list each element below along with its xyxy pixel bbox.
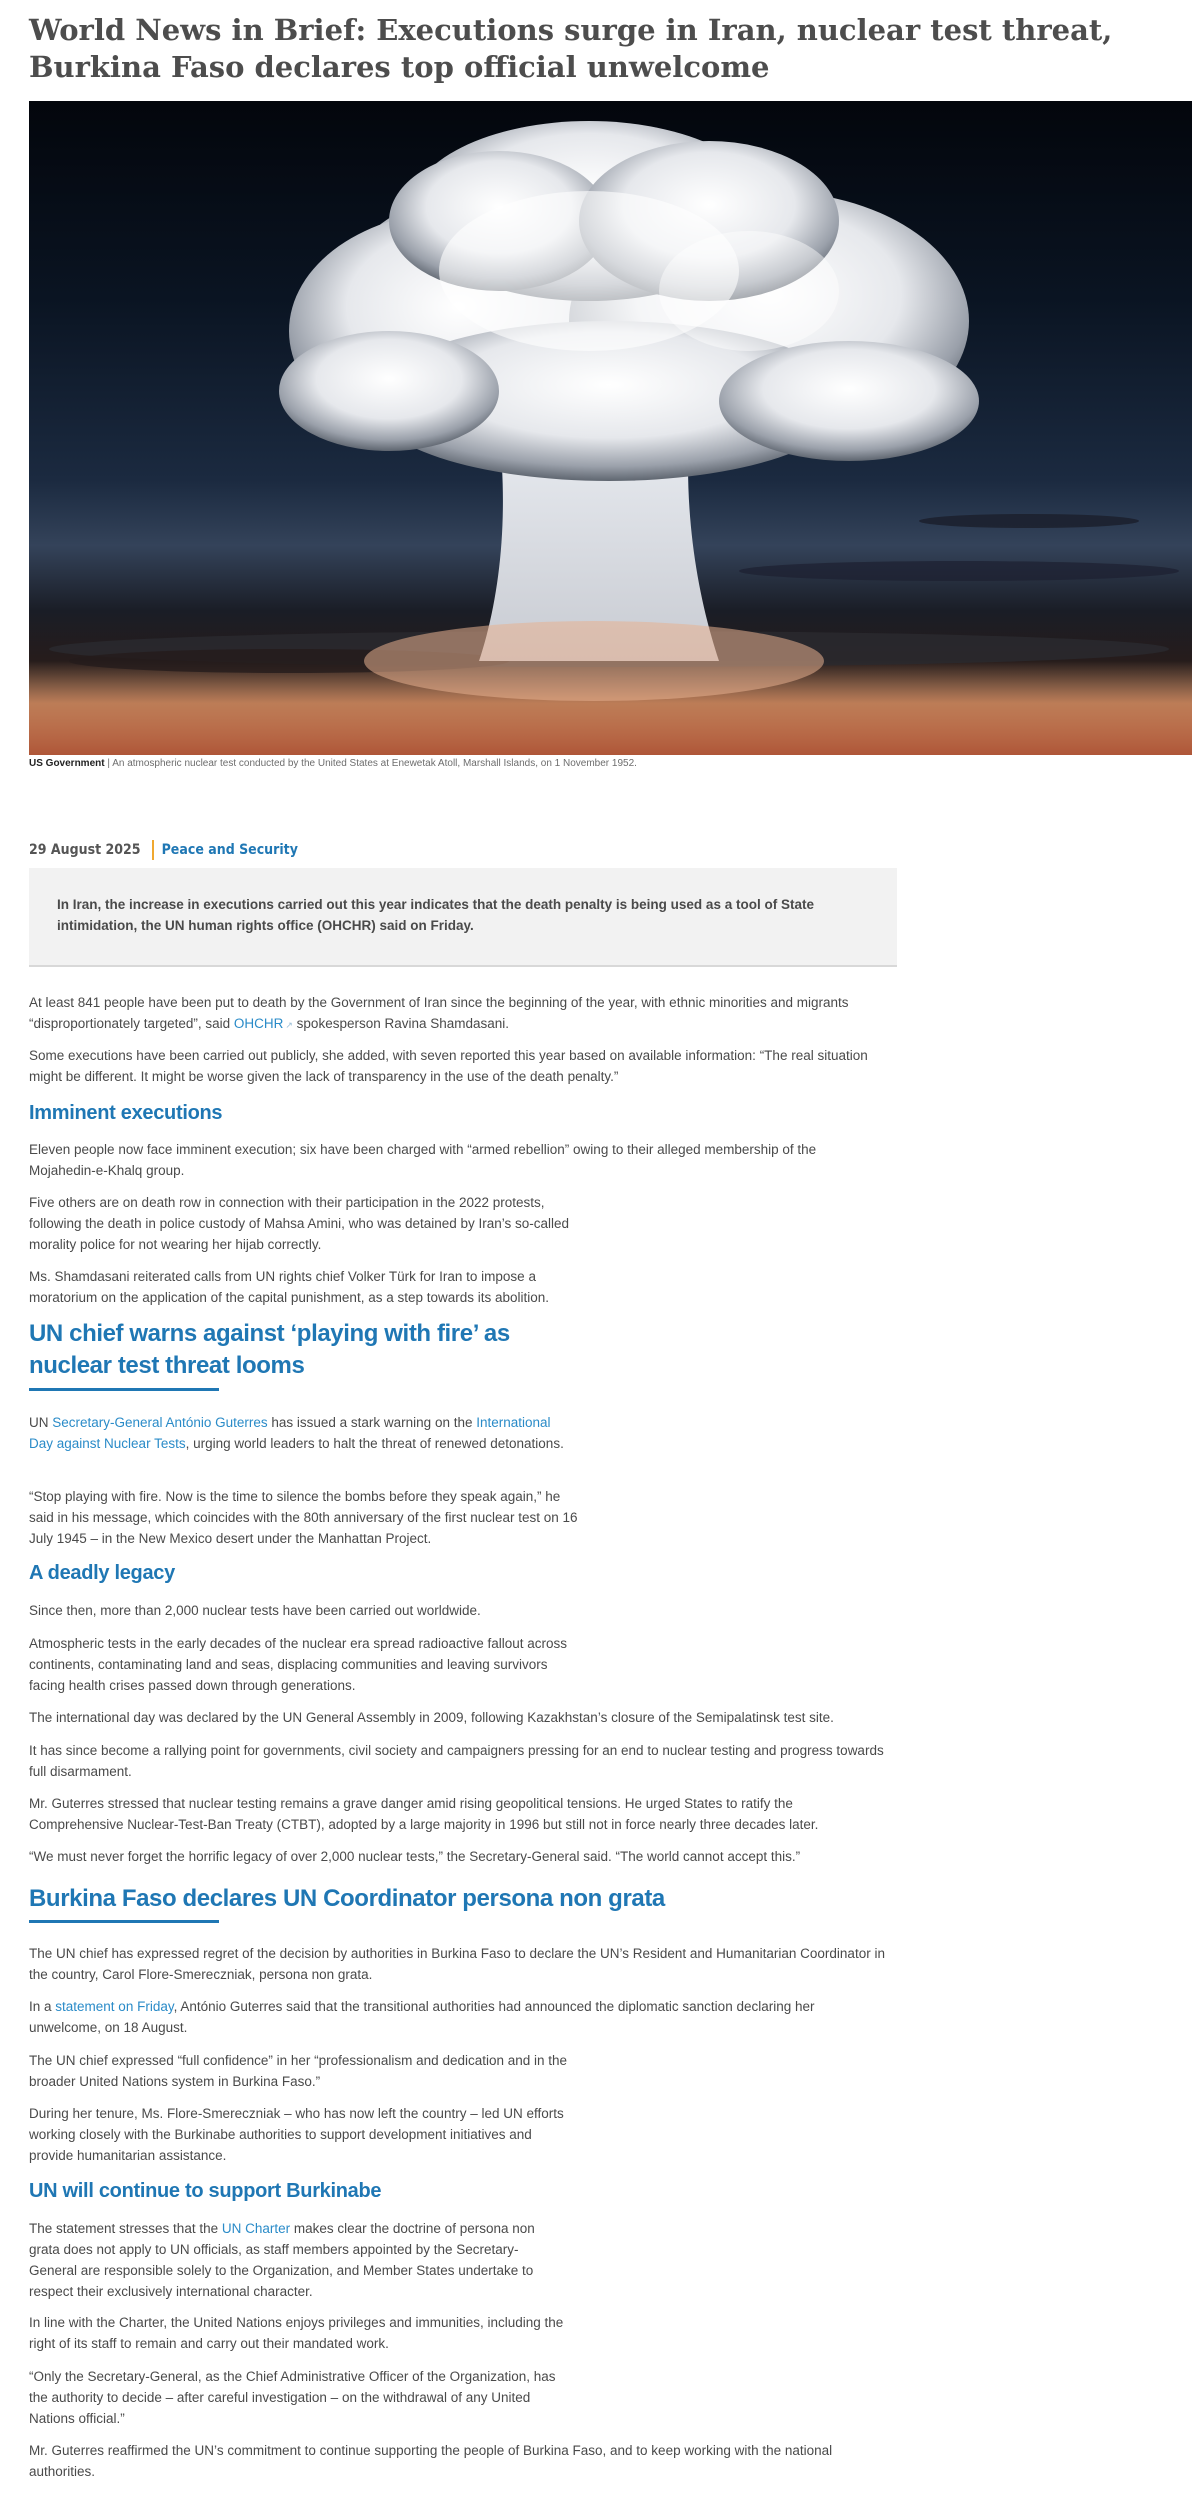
iran-paragraph-3: Eleven people now face imminent execution; six have been charged with “armed rebellion” owing to their alleged membership of the Mojahedin-e-Khalq group. [29,1142,817,1178]
text-span: At least 841 people have been put to death by the Government of Iran since the beginning of the year, with ethnic minorities and migrants “disproportionately targeted”, said [29,995,849,1031]
topic-link[interactable]: Peace and Security [161,842,298,858]
section-heading-burkina: Burkina Faso declares UN Coordinator persona non grata [29,1885,665,1912]
secretary-general-link[interactable]: Secretary-General António Guterres [52,1415,268,1430]
text-span: , urging world leaders to halt the threat of renewed detonations. [185,1436,564,1451]
caption-text: An atmospheric nuclear test conducted by the United States at Enewetak Atoll, Marshall Islands, on 1 November 1952. [112,758,637,769]
section-heading-nuclear: UN chief warns against ‘playing with fire’ as nuclear test threat looms [29,1320,510,1379]
article-headline: World News in Brief: Executions surge in Iran, nuclear test threat, Burkina Faso declares top official unwelcome [29,13,1113,84]
international-day-link[interactable]: International Day against Nuclear Tests [29,1415,551,1451]
publish-date: 29 August 2025 [29,842,141,858]
un-charter-link[interactable]: UN Charter [221,2221,291,2236]
text-span: has issued a stark warning on the [267,1415,477,1430]
article-meta [29,840,298,860]
image-credit: US Government [29,758,105,769]
subheading-continue-support: UN will continue to support Burkinabe [29,2180,382,2202]
burkina-paragraph-7: “Only the Secretary-General, as the Chief Administrative Officer of the Organization, has the authority to decide – after careful investigation – on the withdrawal of any United Nations official.” [29,2369,556,2426]
iran-paragraph-2: Some executions have been carried out publicly, she added, with seven reported this year based on available information: “The real situation might be different. It might be worse given the lack of transparency in the use of the death penalty.” [29,1048,868,1084]
burkina-paragraph-4: During her tenure, Ms. Flore-Smereczniak – who has now left the country – led UN efforts working closely with the Burkinabe authorities to support development initiatives and provide humanitarian assistance. [29,2106,564,2163]
subheading-imminent-executions: Imminent executions [29,1102,223,1124]
text-span: In a [29,1999,56,2014]
external-link-icon: ↗ [285,1020,293,1030]
nuclear-paragraph-6: It has since become a rallying point for governments, civil society and campaigners pressing for an end to nuclear testing and progress towards full disarmament. [29,1743,884,1779]
iran-paragraph-1 [29,992,889,1036]
text-span: makes clear the doctrine of persona non grata does not apply to UN officials, as staff members appointed by the Secretary-General are responsible solely to the Organization, and Member States undertake to respect their exclusively international character. [29,2221,535,2299]
burkina-paragraph-5 [29,2218,564,2302]
nuclear-paragraph-2: “Stop playing with fire. Now is the time to silence the bombs before they speak again,” he said in his message, which coincides with the 80th anniversary of the first nuclear test on 16 July 1945 – in the New Mexico desert under the Manhattan Project. [29,1489,578,1546]
text-span: , António Guterres said that the transitional authorities had announced the diplomatic sanction declaring her unwelcome, on 18 August. [29,1999,815,2035]
iran-paragraph-4: Five others are on death row in connection with their participation in the 2022 protests, following the death in police custody of Mahsa Amini, who was detained by Iran’s so-called morality police for not wearing her hijab correctly. [29,1195,570,1252]
burkina-paragraph-8: Mr. Guterres reaffirmed the UN’s commitment to continue supporting the people of Burkina Faso, and to keep working with the national authorities. [29,2443,833,2479]
nuclear-paragraph-8: “We must never forget the horrific legacy of over 2,000 nuclear tests,” the Secretary-General said. “The world cannot accept this.” [29,1849,801,1864]
lede-box [29,868,897,967]
text-span: The statement stresses that the [29,2221,222,2236]
caption-separator: | [104,758,113,769]
statement-link[interactable]: statement on Friday [55,1999,174,2014]
burkina-paragraph-6: In line with the Charter, the United Nations enjoys privileges and immunities, including the right of its staff to remain and carry out their mandated work. [29,2315,564,2351]
subheading-deadly-legacy: A deadly legacy [29,1562,175,1584]
section-rule [29,1920,219,1923]
section-rule [29,1388,219,1391]
lede-text: In Iran, the increase in executions carried out this year indicates that the death penalty is being used as a tool of State intimidation, the UN human rights office (OHCHR) said on Friday. [57,897,814,933]
nuclear-paragraph-1 [29,1412,569,1454]
hero-image [29,101,1192,755]
nuclear-paragraph-3: Since then, more than 2,000 nuclear tests have been carried out worldwide. [29,1603,481,1618]
nuclear-paragraph-4: Atmospheric tests in the early decades of the nuclear era spread radioactive fallout across continents, contaminating land and seas, displacing communities and leaving survivors facing health crises passed down through generations. [29,1636,568,1693]
nuclear-paragraph-7: Mr. Guterres stressed that nuclear testing remains a grave danger amid rising geopolitical tensions. He urged States to ratify the Comprehensive Nuclear-Test-Ban Treaty (CTBT), adopted by a large majority in 1996 but still not in force nearly three decades later. [29,1796,819,1832]
mushroom-cloud-photo-icon [29,101,1192,755]
text-span: spokesperson Ravina Shamdasani. [292,1016,510,1031]
ohchr-link[interactable]: OHCHR [233,1016,284,1031]
iran-paragraph-5: Ms. Shamdasani reiterated calls from UN rights chief Volker Türk for Iran to impose a moratorium on the application of the capital punishment, as a step towards its abolition. [29,1269,550,1305]
burkina-paragraph-3: The UN chief expressed “full confidence” in her “professionalism and dedication and in the broader United Nations system in Burkina Faso.” [29,2053,568,2089]
image-caption [29,757,1189,771]
meta-divider [152,840,154,860]
burkina-paragraph-2 [29,1996,859,2038]
burkina-paragraph-1: The UN chief has expressed regret of the decision by authorities in Burkina Faso to declare the UN’s Resident and Humanitarian Coordinator in the country, Carol Flore-Smereczniak, persona non grata. [29,1946,885,1982]
nuclear-paragraph-5: The international day was declared by the UN General Assembly in 2009, following Kazakhstan’s closure of the Semipalatinsk test site. [29,1710,834,1725]
text-span: UN [29,1415,53,1430]
